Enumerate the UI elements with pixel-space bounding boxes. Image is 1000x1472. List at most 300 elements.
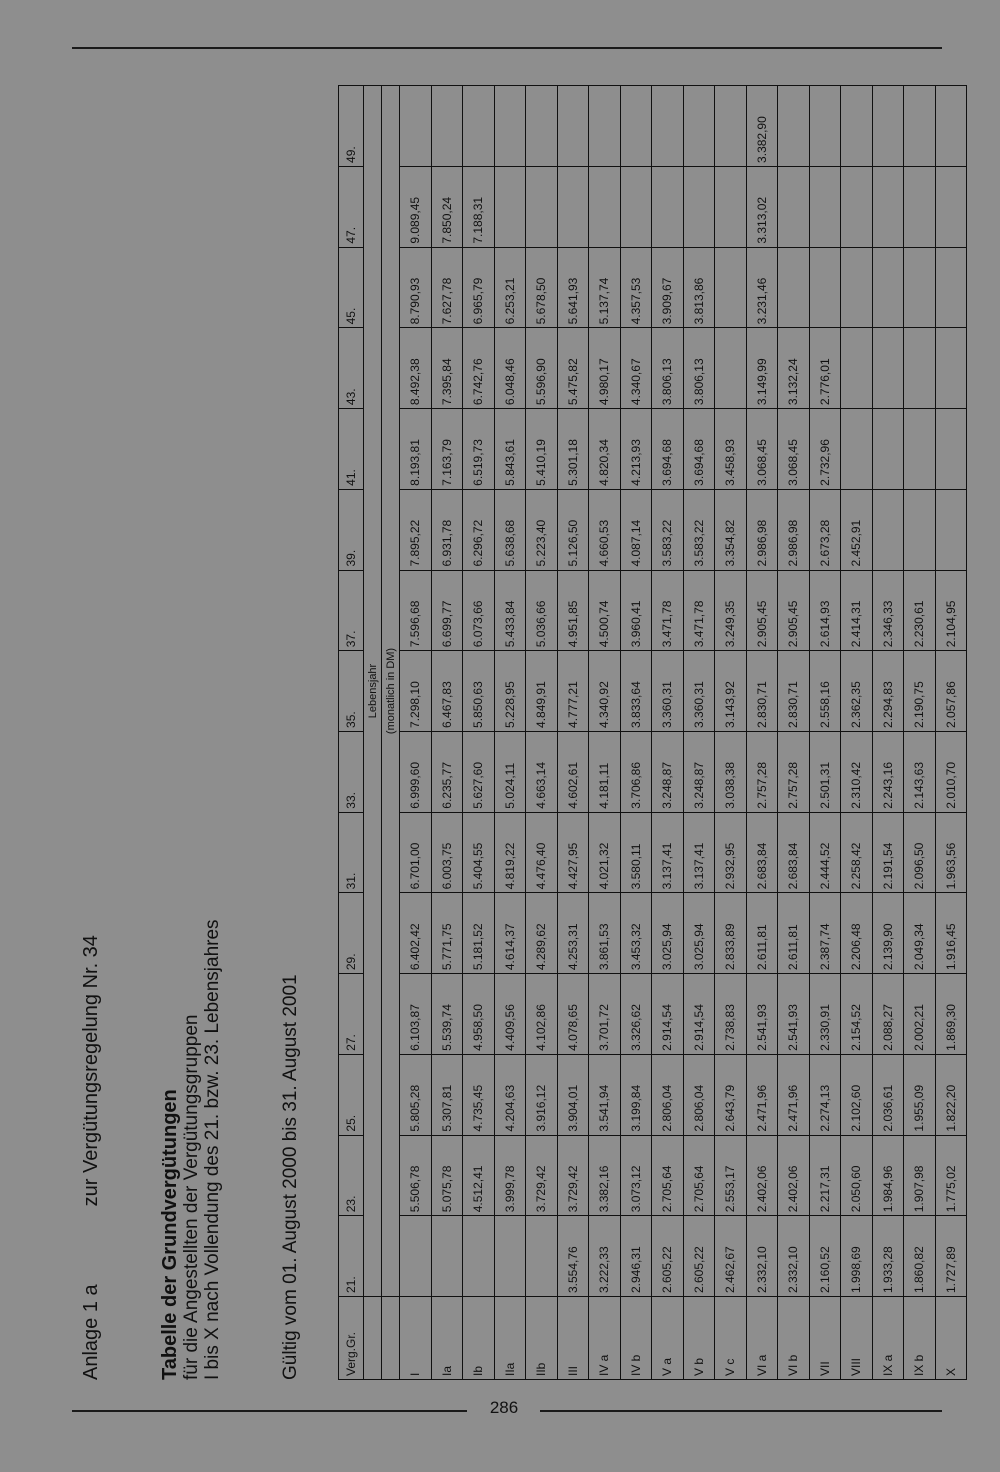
table-row [557, 86, 589, 1380]
salary-cell: 3.729,42 [557, 1135, 589, 1216]
salary-cell [872, 489, 904, 570]
salary-cell: 1.860,82 [904, 1216, 936, 1297]
salary-cell: 2.683,84 [778, 812, 810, 893]
salary-cell: 3.132,24 [778, 328, 810, 409]
salary-cell: 2.462,67 [715, 1216, 747, 1297]
salary-cell: 7.395,84 [431, 328, 463, 409]
salary-cell: 3.806,13 [683, 328, 715, 409]
table-row [620, 86, 652, 1380]
salary-cell: 2.830,71 [778, 651, 810, 732]
pay-group-cell: IIb [526, 1297, 558, 1380]
salary-cell [904, 328, 936, 409]
salary-cell: 6.073,66 [463, 570, 495, 651]
salary-cell: 4.427,95 [557, 812, 589, 893]
salary-cell: 5.638,68 [494, 489, 526, 570]
table-row [431, 86, 463, 1380]
salary-cell: 2.402,06 [746, 1135, 778, 1216]
salary-cell: 4.602,61 [557, 731, 589, 812]
appendix-heading [80, 935, 103, 1380]
pay-group-cell: X [935, 1297, 967, 1380]
salary-cell: 3.149,99 [746, 328, 778, 409]
salary-cell [904, 166, 936, 247]
salary-cell: 1.916,45 [935, 893, 967, 974]
salary-cell [557, 166, 589, 247]
salary-cell: 6.296,72 [463, 489, 495, 570]
salary-cell: 3.701,72 [589, 974, 621, 1055]
salary-cell: 2.541,93 [746, 974, 778, 1055]
salary-cell: 3.360,31 [683, 651, 715, 732]
salary-cell: 2.217,31 [809, 1135, 841, 1216]
salary-cell: 2.611,81 [778, 893, 810, 974]
salary-cell: 4.357,53 [620, 247, 652, 328]
salary-cell [431, 1216, 463, 1297]
salary-cell: 7.596,68 [400, 570, 432, 651]
salary-cell [809, 247, 841, 328]
table-row [400, 86, 432, 1380]
salary-cell: 2.757,28 [778, 731, 810, 812]
salary-cell: 4.735,45 [463, 1054, 495, 1135]
blank-header-cell [364, 1297, 382, 1380]
salary-cell: 3.354,82 [715, 489, 747, 570]
pay-group-cell: IV a [589, 1297, 621, 1380]
age-column-header: 41. [339, 409, 364, 490]
salary-cell [872, 409, 904, 490]
salary-cell: 3.999,78 [494, 1135, 526, 1216]
age-column-header: 37. [339, 570, 364, 651]
salary-cell: 6.253,21 [494, 247, 526, 328]
salary-cell: 3.833,64 [620, 651, 652, 732]
age-column-header: 43. [339, 328, 364, 409]
salary-cell: 4.980,17 [589, 328, 621, 409]
salary-cell: 2.986,98 [778, 489, 810, 570]
salary-cell: 2.050,60 [841, 1135, 873, 1216]
salary-cell: 2.049,34 [904, 893, 936, 974]
salary-cell: 5.805,28 [400, 1054, 432, 1135]
blank-header-cell [382, 1297, 400, 1380]
salary-cell: 4.958,50 [463, 974, 495, 1055]
salary-cell [841, 247, 873, 328]
salary-cell: 2.705,64 [652, 1135, 684, 1216]
salary-cell [872, 166, 904, 247]
salary-cell: 5.228,95 [494, 651, 526, 732]
salary-cell: 4.102,86 [526, 974, 558, 1055]
bottom-rule-left [72, 1410, 467, 1412]
salary-cell: 3.326,62 [620, 974, 652, 1055]
salary-cell: 6.048,46 [494, 328, 526, 409]
salary-cell: 4.213,93 [620, 409, 652, 490]
salary-cell: 2.471,96 [746, 1054, 778, 1135]
salary-cell: 3.960,41 [620, 570, 652, 651]
salary-cell: 2.914,54 [652, 974, 684, 1055]
salary-cell: 8.492,38 [400, 328, 432, 409]
pay-group-cell: VIII [841, 1297, 873, 1380]
salary-cell [935, 86, 967, 167]
salary-cell: 3.068,45 [746, 409, 778, 490]
table-row [778, 86, 810, 1380]
salary-cell: 4.021,32 [589, 812, 621, 893]
age-column-header: 27. [339, 974, 364, 1055]
salary-cell: 2.274,13 [809, 1054, 841, 1135]
salary-cell [715, 247, 747, 328]
salary-cell: 6.003,75 [431, 812, 463, 893]
salary-cell: 3.222,33 [589, 1216, 621, 1297]
salary-cell: 6.931,78 [431, 489, 463, 570]
salary-cell [904, 489, 936, 570]
age-column-header: 49. [339, 86, 364, 167]
salary-cell [620, 86, 652, 167]
salary-cell [904, 86, 936, 167]
age-column-header: 23. [339, 1135, 364, 1216]
salary-cell: 8.790,93 [400, 247, 432, 328]
salary-cell [431, 86, 463, 167]
salary-cell: 3.248,87 [652, 731, 684, 812]
salary-cell: 3.025,94 [683, 893, 715, 974]
salary-cell: 2.057,86 [935, 651, 967, 732]
salary-cell [778, 166, 810, 247]
salary-cell: 2.206,48 [841, 893, 873, 974]
salary-cell: 2.833,89 [715, 893, 747, 974]
salary-cell: 2.444,52 [809, 812, 841, 893]
pay-group-cell: VI b [778, 1297, 810, 1380]
table-row [935, 86, 967, 1380]
salary-cell: 4.340,67 [620, 328, 652, 409]
salary-cell: 5.404,55 [463, 812, 495, 893]
salary-cell: 8.193,81 [400, 409, 432, 490]
salary-cell: 2.914,54 [683, 974, 715, 1055]
salary-cell: 2.036,61 [872, 1054, 904, 1135]
table-row [652, 86, 684, 1380]
salary-cell: 6.467,83 [431, 651, 463, 732]
table-row [904, 86, 936, 1380]
salary-cell [841, 166, 873, 247]
salary-cell: 5.678,50 [526, 247, 558, 328]
salary-cell: 3.706,86 [620, 731, 652, 812]
pay-group-cell: VI a [746, 1297, 778, 1380]
salary-cell: 2.143,63 [904, 731, 936, 812]
salary-cell: 5.850,63 [463, 651, 495, 732]
subtitle-line-2: I bis X nach Vollendung des 21. bzw. 23. Lebensjahres [202, 919, 223, 1380]
salary-cell [935, 409, 967, 490]
salary-cell: 2.002,21 [904, 974, 936, 1055]
bottom-rule-right [540, 1410, 942, 1412]
salary-cell: 2.732,96 [809, 409, 841, 490]
age-column-header: 47. [339, 166, 364, 247]
salary-cell: 2.243,16 [872, 731, 904, 812]
salary-cell [620, 166, 652, 247]
salary-cell: 5.506,78 [400, 1135, 432, 1216]
table-row [589, 86, 621, 1380]
salary-cell: 3.813,86 [683, 247, 715, 328]
salary-cell: 3.458,93 [715, 409, 747, 490]
salary-cell: 5.641,93 [557, 247, 589, 328]
salary-cell: 5.223,40 [526, 489, 558, 570]
salary-cell: 3.729,42 [526, 1135, 558, 1216]
salary-cell: 2.294,83 [872, 651, 904, 732]
salary-cell: 6.519,73 [463, 409, 495, 490]
salary-cell: 2.501,31 [809, 731, 841, 812]
salary-cell: 2.096,50 [904, 812, 936, 893]
salary-cell: 3.453,32 [620, 893, 652, 974]
salary-cell: 1.998,69 [841, 1216, 873, 1297]
salary-cell [715, 328, 747, 409]
document-title: Tabelle der Grundvergütungen [159, 1089, 181, 1380]
salary-cell: 2.558,16 [809, 651, 841, 732]
age-column-header: 25. [339, 1054, 364, 1135]
salary-cell [683, 86, 715, 167]
salary-cell: 2.757,28 [746, 731, 778, 812]
salary-cell: 3.143,92 [715, 651, 747, 732]
salary-cell: 1.907,98 [904, 1135, 936, 1216]
salary-cell [809, 86, 841, 167]
salary-cell: 6.701,00 [400, 812, 432, 893]
salary-cell [809, 166, 841, 247]
salary-cell: 6.965,79 [463, 247, 495, 328]
age-label: Lebensjahr [364, 86, 382, 1297]
salary-cell: 2.705,64 [683, 1135, 715, 1216]
salary-cell: 3.554,76 [557, 1216, 589, 1297]
salary-cell: 4.777,21 [557, 651, 589, 732]
salary-cell: 2.605,22 [652, 1216, 684, 1297]
salary-cell: 2.776,01 [809, 328, 841, 409]
salary-cell [778, 247, 810, 328]
salary-cell [526, 166, 558, 247]
salary-cell: 5.075,78 [431, 1135, 463, 1216]
salary-cell [715, 166, 747, 247]
salary-cell: 6.402,42 [400, 893, 432, 974]
age-label-row [364, 86, 382, 1380]
age-column-header: 45. [339, 247, 364, 328]
salary-cell: 3.248,87 [683, 731, 715, 812]
salary-cell [494, 166, 526, 247]
salary-cell: 7.850,24 [431, 166, 463, 247]
salary-cell: 3.137,41 [683, 812, 715, 893]
salary-cell: 4.660,53 [589, 489, 621, 570]
salary-cell: 3.231,46 [746, 247, 778, 328]
salary-cell: 3.382,16 [589, 1135, 621, 1216]
salary-cell: 2.414,31 [841, 570, 873, 651]
salary-cell: 6.999,60 [400, 731, 432, 812]
salary-cell: 4.500,74 [589, 570, 621, 651]
validity-period: Gültig vom 01. August 2000 bis 31. August 2001 [280, 974, 301, 1380]
age-column-header: 29. [339, 893, 364, 974]
salary-cell: 1.869,30 [935, 974, 967, 1055]
salary-cell: 4.181,11 [589, 731, 621, 812]
salary-cell: 2.191,54 [872, 812, 904, 893]
salary-cell: 2.471,96 [778, 1054, 810, 1135]
salary-cell: 2.258,42 [841, 812, 873, 893]
table-row [494, 86, 526, 1380]
salary-cell: 3.137,41 [652, 812, 684, 893]
salary-cell: 9.089,45 [400, 166, 432, 247]
salary-cell: 7.895,22 [400, 489, 432, 570]
salary-cell: 4.951,85 [557, 570, 589, 651]
age-column-header: 33. [339, 731, 364, 812]
salary-cell: 3.583,22 [683, 489, 715, 570]
pay-group-cell: V c [715, 1297, 747, 1380]
salary-cell [463, 86, 495, 167]
salary-cell [683, 166, 715, 247]
salary-cell: 2.310,42 [841, 731, 873, 812]
appendix-reference: zur Vergütungsregelung Nr. 34 [80, 935, 102, 1207]
pay-group-cell: I [400, 1297, 432, 1380]
salary-cell: 2.190,75 [904, 651, 936, 732]
salary-cell: 2.104,95 [935, 570, 967, 651]
table-row [715, 86, 747, 1380]
salary-cell: 4.204,63 [494, 1054, 526, 1135]
salary-cell: 3.806,13 [652, 328, 684, 409]
salary-cell [935, 247, 967, 328]
salary-cell [589, 166, 621, 247]
salary-cell: 3.068,45 [778, 409, 810, 490]
salary-cell [526, 1216, 558, 1297]
salary-cell: 6.699,77 [431, 570, 463, 651]
salary-cell: 3.541,94 [589, 1054, 621, 1135]
unit-label: (monatlich in DM) [382, 86, 400, 1297]
table-heading [160, 919, 223, 1380]
salary-cell: 5.036,66 [526, 570, 558, 651]
salary-cell: 2.806,04 [683, 1054, 715, 1135]
salary-cell: 5.126,50 [557, 489, 589, 570]
salary-cell: 5.771,75 [431, 893, 463, 974]
table-row [746, 86, 778, 1380]
salary-cell: 5.024,11 [494, 731, 526, 812]
salary-cell: 3.471,78 [652, 570, 684, 651]
salary-cell: 3.073,12 [620, 1135, 652, 1216]
group-column-header: Verg.Gr. [339, 1297, 364, 1380]
rotated-content [72, 70, 958, 1380]
salary-cell: 7.188,31 [463, 166, 495, 247]
salary-cell: 4.087,14 [620, 489, 652, 570]
salary-cell: 2.160,52 [809, 1216, 841, 1297]
salary-cell: 7.298,10 [400, 651, 432, 732]
salary-cell: 2.154,52 [841, 974, 873, 1055]
salary-cell: 6.235,77 [431, 731, 463, 812]
salary-cell: 3.694,68 [683, 409, 715, 490]
pay-group-cell: V b [683, 1297, 715, 1380]
salary-cell: 5.301,18 [557, 409, 589, 490]
salary-cell: 6.742,76 [463, 328, 495, 409]
pay-group-cell: Ib [463, 1297, 495, 1380]
salary-cell: 2.139,90 [872, 893, 904, 974]
salary-cell [935, 489, 967, 570]
salary-cell: 5.410,19 [526, 409, 558, 490]
salary-cell: 1.822,20 [935, 1054, 967, 1135]
salary-cell: 4.849,91 [526, 651, 558, 732]
salary-cell: 2.905,45 [778, 570, 810, 651]
salary-cell: 4.819,22 [494, 812, 526, 893]
salary-cell [589, 86, 621, 167]
salary-cell: 4.078,65 [557, 974, 589, 1055]
age-column-header: 35. [339, 651, 364, 732]
salary-cell: 2.946,31 [620, 1216, 652, 1297]
salary-cell: 3.360,31 [652, 651, 684, 732]
salary-cell [872, 247, 904, 328]
salary-cell [841, 409, 873, 490]
salary-cell: 2.332,10 [746, 1216, 778, 1297]
salary-cell: 6.103,87 [400, 974, 432, 1055]
age-column-header: 21. [339, 1216, 364, 1297]
salary-cell: 5.539,74 [431, 974, 463, 1055]
unit-label-row [382, 86, 400, 1380]
salary-cell [841, 328, 873, 409]
pay-group-cell: III [557, 1297, 589, 1380]
salary-cell: 7.163,79 [431, 409, 463, 490]
salary-cell: 5.475,82 [557, 328, 589, 409]
salary-cell [463, 1216, 495, 1297]
salary-cell: 4.476,40 [526, 812, 558, 893]
salary-cell: 5.596,90 [526, 328, 558, 409]
salary-cell [494, 1216, 526, 1297]
salary-cell [400, 1216, 432, 1297]
salary-cell: 2.088,27 [872, 974, 904, 1055]
salary-cell: 1.775,02 [935, 1135, 967, 1216]
salary-cell: 3.861,53 [589, 893, 621, 974]
salary-cell: 3.038,38 [715, 731, 747, 812]
salary-cell [526, 86, 558, 167]
salary-cell: 4.253,31 [557, 893, 589, 974]
salary-cell: 5.137,74 [589, 247, 621, 328]
salary-cell: 4.340,92 [589, 651, 621, 732]
salary-cell: 2.605,22 [683, 1216, 715, 1297]
salary-cell: 4.409,56 [494, 974, 526, 1055]
table-row [841, 86, 873, 1380]
salary-cell [652, 166, 684, 247]
salary-cell: 1.984,96 [872, 1135, 904, 1216]
page-number: 286 [489, 1398, 519, 1417]
salary-cell: 2.673,28 [809, 489, 841, 570]
salary-cell: 1.955,09 [904, 1054, 936, 1135]
salary-cell [872, 328, 904, 409]
salary-cell [904, 247, 936, 328]
salary-cell: 2.010,70 [935, 731, 967, 812]
salary-cell [778, 86, 810, 167]
table-row [526, 86, 558, 1380]
salary-cell: 2.614,93 [809, 570, 841, 651]
pay-group-cell: V a [652, 1297, 684, 1380]
salary-cell [872, 86, 904, 167]
salary-cell: 2.330,91 [809, 974, 841, 1055]
pay-group-cell: IX b [904, 1297, 936, 1380]
salary-cell [935, 166, 967, 247]
appendix-label: Anlage 1 a [80, 1284, 102, 1380]
salary-cell [935, 328, 967, 409]
salary-cell: 2.806,04 [652, 1054, 684, 1135]
salary-cell: 2.230,61 [904, 570, 936, 651]
pay-group-cell: IV b [620, 1297, 652, 1380]
salary-cell: 2.611,81 [746, 893, 778, 974]
salary-cell [841, 86, 873, 167]
salary-cell: 5.307,81 [431, 1054, 463, 1135]
salary-cell: 2.346,33 [872, 570, 904, 651]
salary-cell: 3.580,11 [620, 812, 652, 893]
salary-cell: 5.433,84 [494, 570, 526, 651]
table-row [872, 86, 904, 1380]
salary-cell: 3.313,02 [746, 166, 778, 247]
age-column-header: 39. [339, 489, 364, 570]
salary-cell: 4.820,34 [589, 409, 621, 490]
salary-cell: 1.963,56 [935, 812, 967, 893]
top-rule [72, 47, 942, 49]
salary-cell: 3.583,22 [652, 489, 684, 570]
salary-cell: 3.382,90 [746, 86, 778, 167]
salary-cell: 4.614,37 [494, 893, 526, 974]
salary-cell: 3.916,12 [526, 1054, 558, 1135]
salary-cell: 3.471,78 [683, 570, 715, 651]
table-row [463, 86, 495, 1380]
salary-cell: 5.181,52 [463, 893, 495, 974]
salary-cell: 2.387,74 [809, 893, 841, 974]
salary-cell: 3.694,68 [652, 409, 684, 490]
